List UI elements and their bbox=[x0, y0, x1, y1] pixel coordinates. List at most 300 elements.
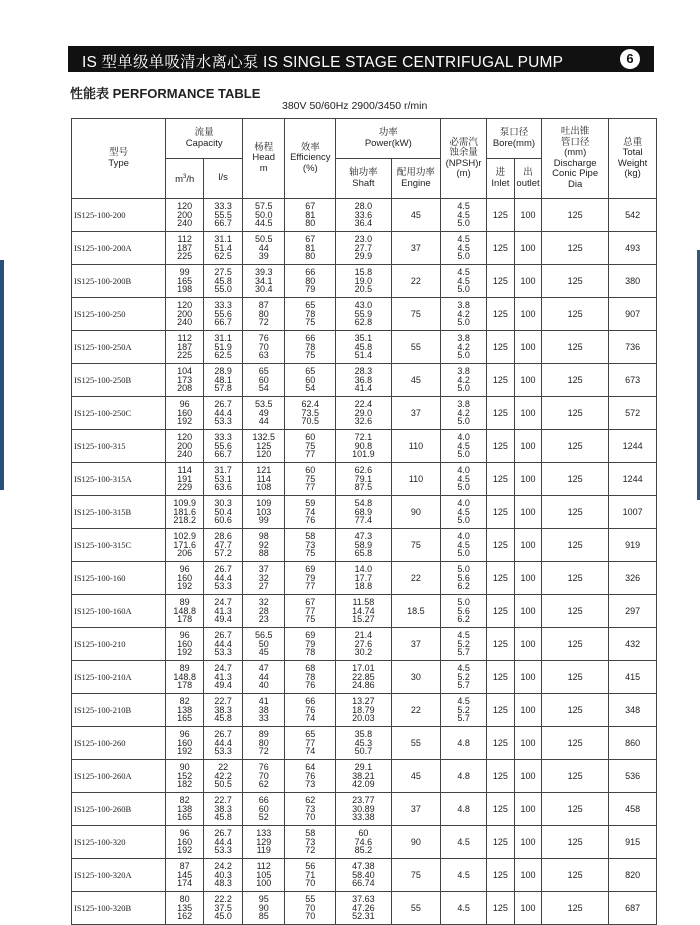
cell-discharge-dia: 125 bbox=[542, 562, 609, 595]
cell-outlet: 100 bbox=[514, 562, 541, 595]
cell-weight: 348 bbox=[609, 694, 657, 727]
cell-weight: 915 bbox=[609, 826, 657, 859]
cell-engine-power: 22 bbox=[391, 265, 441, 298]
table-row bbox=[72, 199, 657, 232]
cell-efficiency: 56 71 70 bbox=[285, 859, 336, 892]
cell-efficiency: 67 81 80 bbox=[285, 199, 336, 232]
cell-capacity-m3h: 80 135 162 bbox=[166, 892, 204, 925]
cell-outlet: 100 bbox=[514, 298, 541, 331]
cell-engine-power: 18.5 bbox=[391, 595, 441, 628]
cell-discharge-dia: 125 bbox=[542, 727, 609, 760]
cell-efficiency: 66 78 75 bbox=[285, 331, 336, 364]
table-row bbox=[72, 892, 657, 925]
page-title: IS 型单级单吸清水离心泵 IS SINGLE STAGE CENTRIFUGAL PUMP bbox=[82, 54, 564, 71]
cell-discharge-dia: 125 bbox=[542, 595, 609, 628]
cell-weight: 673 bbox=[609, 364, 657, 397]
cell-discharge-dia: 125 bbox=[542, 496, 609, 529]
cell-efficiency: 60 75 77 bbox=[285, 463, 336, 496]
cell-inlet: 125 bbox=[486, 892, 514, 925]
cell-engine-power: 45 bbox=[391, 364, 441, 397]
cell-efficiency: 58 73 75 bbox=[285, 529, 336, 562]
cell-efficiency: 65 78 75 bbox=[285, 298, 336, 331]
cell-inlet: 125 bbox=[486, 364, 514, 397]
cell-discharge-dia: 125 bbox=[542, 892, 609, 925]
cell-inlet: 125 bbox=[486, 826, 514, 859]
table-row bbox=[72, 463, 657, 496]
cell-type: IS125-100-250A bbox=[72, 331, 166, 364]
cell-shaft-power: 21.4 27.6 30.2 bbox=[336, 628, 391, 661]
cell-npsh: 4.8 bbox=[441, 793, 486, 826]
cell-engine-power: 22 bbox=[391, 562, 441, 595]
table-row bbox=[72, 364, 657, 397]
cell-npsh: 5.0 5.6 6.2 bbox=[441, 595, 486, 628]
cell-type: IS125-100-315A bbox=[72, 463, 166, 496]
cell-inlet: 125 bbox=[486, 232, 514, 265]
cell-capacity-m3h: 120 200 240 bbox=[166, 430, 204, 463]
cell-discharge-dia: 125 bbox=[542, 199, 609, 232]
cell-outlet: 100 bbox=[514, 760, 541, 793]
header-bar bbox=[68, 46, 654, 72]
table-row bbox=[72, 628, 657, 661]
cell-shaft-power: 28.0 33.6 36.4 bbox=[336, 199, 391, 232]
cell-npsh: 4.0 4.5 5.0 bbox=[441, 430, 486, 463]
cell-weight: 297 bbox=[609, 595, 657, 628]
cell-shaft-power: 23.0 27.7 29.9 bbox=[336, 232, 391, 265]
performance-table bbox=[71, 118, 657, 925]
cell-engine-power: 75 bbox=[391, 859, 441, 892]
cell-inlet: 125 bbox=[486, 727, 514, 760]
cell-capacity-ls: 28.9 48.1 57.8 bbox=[204, 364, 243, 397]
cell-type: IS125-100-260B bbox=[72, 793, 166, 826]
cell-type: IS125-100-320B bbox=[72, 892, 166, 925]
header-total-weight: 总重 Total Weight (kg) bbox=[609, 119, 657, 199]
cell-type: IS125-100-200 bbox=[72, 199, 166, 232]
cell-shaft-power: 37.63 47.26 52.31 bbox=[336, 892, 391, 925]
cell-weight: 536 bbox=[609, 760, 657, 793]
cell-shaft-power: 62.6 79.1 87.5 bbox=[336, 463, 391, 496]
cell-efficiency: 64 76 73 bbox=[285, 760, 336, 793]
cell-discharge-dia: 125 bbox=[542, 232, 609, 265]
cell-capacity-ls: 22.7 38.3 45.8 bbox=[204, 793, 243, 826]
cell-shaft-power: 28.3 36.8 41.4 bbox=[336, 364, 391, 397]
cell-head: 50.5 44 39 bbox=[243, 232, 285, 265]
header-type: 型号 Type bbox=[72, 119, 166, 199]
cell-capacity-m3h: 104 173 208 bbox=[166, 364, 204, 397]
cell-capacity-m3h: 89 148.8 178 bbox=[166, 661, 204, 694]
header-inlet: 进 Inlet bbox=[486, 159, 514, 199]
cell-npsh: 4.0 4.5 5.0 bbox=[441, 496, 486, 529]
cell-capacity-ls: 33.3 55.6 66.7 bbox=[204, 430, 243, 463]
cell-outlet: 100 bbox=[514, 199, 541, 232]
table-row bbox=[72, 331, 657, 364]
cell-discharge-dia: 125 bbox=[542, 793, 609, 826]
cell-type: IS125-100-260 bbox=[72, 727, 166, 760]
cell-npsh: 4.5 bbox=[441, 826, 486, 859]
table-row bbox=[72, 760, 657, 793]
cell-type: IS125-100-210 bbox=[72, 628, 166, 661]
cell-type: IS125-100-200B bbox=[72, 265, 166, 298]
cell-discharge-dia: 125 bbox=[542, 265, 609, 298]
cell-capacity-ls: 26.7 44.4 53.3 bbox=[204, 628, 243, 661]
cell-engine-power: 37 bbox=[391, 397, 441, 430]
cell-efficiency: 60 75 77 bbox=[285, 430, 336, 463]
cell-weight: 907 bbox=[609, 298, 657, 331]
cell-shaft-power: 60 74.6 85.2 bbox=[336, 826, 391, 859]
cell-efficiency: 68 78 76 bbox=[285, 661, 336, 694]
cell-discharge-dia: 125 bbox=[542, 826, 609, 859]
cell-capacity-ls: 31.1 51.4 62.5 bbox=[204, 232, 243, 265]
table-row bbox=[72, 793, 657, 826]
cell-discharge-dia: 125 bbox=[542, 463, 609, 496]
cell-outlet: 100 bbox=[514, 826, 541, 859]
cell-head: 39.3 34.1 30.4 bbox=[243, 265, 285, 298]
cell-discharge-dia: 125 bbox=[542, 661, 609, 694]
cell-inlet: 125 bbox=[486, 694, 514, 727]
cell-capacity-m3h: 102.9 171.6 206 bbox=[166, 529, 204, 562]
cell-npsh: 3.8 4.2 5.0 bbox=[441, 364, 486, 397]
table-row bbox=[72, 826, 657, 859]
cell-weight: 326 bbox=[609, 562, 657, 595]
cell-capacity-ls: 26.7 44.4 53.3 bbox=[204, 562, 243, 595]
header-capacity-ls: l/s bbox=[204, 159, 243, 199]
cell-head: 37 32 27 bbox=[243, 562, 285, 595]
cell-weight: 1007 bbox=[609, 496, 657, 529]
cell-head: 56.5 50 45 bbox=[243, 628, 285, 661]
cell-outlet: 100 bbox=[514, 628, 541, 661]
cell-head: 89 80 72 bbox=[243, 727, 285, 760]
cell-inlet: 125 bbox=[486, 661, 514, 694]
cell-head: 95 90 85 bbox=[243, 892, 285, 925]
cell-head: 98 92 88 bbox=[243, 529, 285, 562]
cell-discharge-dia: 125 bbox=[542, 397, 609, 430]
cell-head: 66 60 52 bbox=[243, 793, 285, 826]
table-row bbox=[72, 595, 657, 628]
cell-discharge-dia: 125 bbox=[542, 859, 609, 892]
cell-shaft-power: 35.8 45.3 50.7 bbox=[336, 727, 391, 760]
cell-capacity-ls: 26.7 44.4 53.3 bbox=[204, 826, 243, 859]
cell-shaft-power: 22.4 29.0 32.6 bbox=[336, 397, 391, 430]
cell-capacity-ls: 26.7 44.4 53.3 bbox=[204, 727, 243, 760]
cell-outlet: 100 bbox=[514, 232, 541, 265]
cell-shaft-power: 15.8 19.0 20.5 bbox=[336, 265, 391, 298]
cell-head: 76 70 62 bbox=[243, 760, 285, 793]
cell-capacity-m3h: 99 165 198 bbox=[166, 265, 204, 298]
cell-engine-power: 30 bbox=[391, 661, 441, 694]
page-number-badge: 6 bbox=[620, 49, 640, 69]
cell-npsh: 4.5 5.2 5.7 bbox=[441, 628, 486, 661]
table-row bbox=[72, 694, 657, 727]
cell-capacity-ls: 28.6 47.7 57.2 bbox=[204, 529, 243, 562]
cell-npsh: 4.5 4.5 5.0 bbox=[441, 232, 486, 265]
performance-table-wrap bbox=[71, 118, 657, 925]
cell-weight: 415 bbox=[609, 661, 657, 694]
cell-efficiency: 66 80 79 bbox=[285, 265, 336, 298]
cell-efficiency: 62 73 70 bbox=[285, 793, 336, 826]
cell-outlet: 100 bbox=[514, 727, 541, 760]
header-outlet: 出 outlet bbox=[514, 159, 541, 199]
cell-type: IS125-100-250 bbox=[72, 298, 166, 331]
header-capacity: 流量 Capacity bbox=[166, 119, 243, 159]
section-title: 性能表 PERFORMANCE TABLE bbox=[70, 86, 261, 101]
cell-type: IS125-100-320A bbox=[72, 859, 166, 892]
cell-capacity-m3h: 96 160 192 bbox=[166, 397, 204, 430]
cell-discharge-dia: 125 bbox=[542, 364, 609, 397]
cell-engine-power: 110 bbox=[391, 463, 441, 496]
cell-engine-power: 22 bbox=[391, 694, 441, 727]
cell-head: 112 105 100 bbox=[243, 859, 285, 892]
cell-capacity-m3h: 96 160 192 bbox=[166, 826, 204, 859]
cell-discharge-dia: 125 bbox=[542, 694, 609, 727]
cell-weight: 458 bbox=[609, 793, 657, 826]
cell-efficiency: 62.4 73.5 70.5 bbox=[285, 397, 336, 430]
cell-outlet: 100 bbox=[514, 496, 541, 529]
header-discharge-dia: 吐出锥 管口径 (mm) Discharge Conic Pipe Dia bbox=[542, 119, 609, 199]
cell-weight: 860 bbox=[609, 727, 657, 760]
left-edge-strip bbox=[0, 260, 4, 490]
header-npsh: 必需汽 蚀余量 (NPSH)r (m) bbox=[441, 119, 486, 199]
cell-weight: 380 bbox=[609, 265, 657, 298]
cell-engine-power: 55 bbox=[391, 331, 441, 364]
cell-head: 87 80 72 bbox=[243, 298, 285, 331]
cell-type: IS125-100-315 bbox=[72, 430, 166, 463]
cell-capacity-m3h: 87 145 174 bbox=[166, 859, 204, 892]
cell-inlet: 125 bbox=[486, 397, 514, 430]
cell-type: IS125-100-210B bbox=[72, 694, 166, 727]
cell-type: IS125-100-250C bbox=[72, 397, 166, 430]
cell-discharge-dia: 125 bbox=[542, 760, 609, 793]
table-row bbox=[72, 430, 657, 463]
cell-capacity-m3h: 109.9 181.6 218.2 bbox=[166, 496, 204, 529]
cell-engine-power: 90 bbox=[391, 496, 441, 529]
header-power: 功率 Power(kW) bbox=[336, 119, 441, 159]
cell-engine-power: 37 bbox=[391, 232, 441, 265]
cell-inlet: 125 bbox=[486, 562, 514, 595]
cell-shaft-power: 11.58 14.74 15.27 bbox=[336, 595, 391, 628]
cell-discharge-dia: 125 bbox=[542, 298, 609, 331]
cell-inlet: 125 bbox=[486, 529, 514, 562]
cell-capacity-m3h: 82 138 165 bbox=[166, 793, 204, 826]
cell-shaft-power: 23.77 30.89 33.38 bbox=[336, 793, 391, 826]
table-row bbox=[72, 562, 657, 595]
cell-outlet: 100 bbox=[514, 331, 541, 364]
cell-engine-power: 55 bbox=[391, 727, 441, 760]
cell-shaft-power: 14.0 17.7 18.8 bbox=[336, 562, 391, 595]
cell-efficiency: 58 73 72 bbox=[285, 826, 336, 859]
cell-efficiency: 65 60 54 bbox=[285, 364, 336, 397]
table-row bbox=[72, 496, 657, 529]
cell-head: 121 114 108 bbox=[243, 463, 285, 496]
cell-head: 53.5 49 44 bbox=[243, 397, 285, 430]
cell-capacity-m3h: 114 191 229 bbox=[166, 463, 204, 496]
cell-shaft-power: 47.3 58.9 65.8 bbox=[336, 529, 391, 562]
cell-inlet: 125 bbox=[486, 199, 514, 232]
cell-efficiency: 69 79 78 bbox=[285, 628, 336, 661]
cell-engine-power: 45 bbox=[391, 199, 441, 232]
cell-outlet: 100 bbox=[514, 694, 541, 727]
cell-npsh: 4.8 bbox=[441, 727, 486, 760]
cell-capacity-ls: 27.5 45.8 55.0 bbox=[204, 265, 243, 298]
cell-outlet: 100 bbox=[514, 397, 541, 430]
cell-npsh: 4.5 5.2 5.7 bbox=[441, 661, 486, 694]
cell-outlet: 100 bbox=[514, 595, 541, 628]
cell-outlet: 100 bbox=[514, 463, 541, 496]
cell-shaft-power: 72.1 90.8 101.9 bbox=[336, 430, 391, 463]
cell-inlet: 125 bbox=[486, 430, 514, 463]
cell-shaft-power: 29.1 38.21 42.09 bbox=[336, 760, 391, 793]
cell-head: 32 28 23 bbox=[243, 595, 285, 628]
cell-capacity-ls: 24.2 40.3 48.3 bbox=[204, 859, 243, 892]
cell-type: IS125-100-315B bbox=[72, 496, 166, 529]
cell-discharge-dia: 125 bbox=[542, 331, 609, 364]
cell-discharge-dia: 125 bbox=[542, 529, 609, 562]
cell-shaft-power: 54.8 68.9 77.4 bbox=[336, 496, 391, 529]
cell-npsh: 3.8 4.2 5.0 bbox=[441, 331, 486, 364]
table-row bbox=[72, 232, 657, 265]
header-engine-power: 配用功率 Engine bbox=[391, 159, 441, 199]
cell-head: 76 70 63 bbox=[243, 331, 285, 364]
cell-npsh: 4.5 4.5 5.0 bbox=[441, 199, 486, 232]
cell-capacity-ls: 22.2 37.5 45.0 bbox=[204, 892, 243, 925]
cell-npsh: 4.8 bbox=[441, 760, 486, 793]
cell-type: IS125-100-210A bbox=[72, 661, 166, 694]
cell-weight: 542 bbox=[609, 199, 657, 232]
header-bore: 泵口径 Bore(mm) bbox=[486, 119, 541, 159]
cell-npsh: 4.5 5.2 5.7 bbox=[441, 694, 486, 727]
cell-inlet: 125 bbox=[486, 331, 514, 364]
cell-npsh: 4.0 4.5 5.0 bbox=[441, 463, 486, 496]
cell-head: 65 60 54 bbox=[243, 364, 285, 397]
cell-inlet: 125 bbox=[486, 760, 514, 793]
cell-weight: 493 bbox=[609, 232, 657, 265]
cell-efficiency: 59 74 76 bbox=[285, 496, 336, 529]
cell-npsh: 3.8 4.2 5.0 bbox=[441, 298, 486, 331]
cell-npsh: 4.0 4.5 5.0 bbox=[441, 529, 486, 562]
cell-head: 57.5 50.0 44.5 bbox=[243, 199, 285, 232]
cell-type: IS125-100-250B bbox=[72, 364, 166, 397]
cell-npsh: 3.8 4.2 5.0 bbox=[441, 397, 486, 430]
cell-head: 133 129 119 bbox=[243, 826, 285, 859]
cell-inlet: 125 bbox=[486, 496, 514, 529]
cell-type: IS125-100-160A bbox=[72, 595, 166, 628]
cell-head: 47 44 40 bbox=[243, 661, 285, 694]
cell-inlet: 125 bbox=[486, 463, 514, 496]
header-capacity-m3h: $m^3/h$ bbox=[166, 159, 204, 199]
cell-outlet: 100 bbox=[514, 661, 541, 694]
cell-npsh: 5.0 5.6 6.2 bbox=[441, 562, 486, 595]
cell-head: 109 103 99 bbox=[243, 496, 285, 529]
cell-efficiency: 55 70 70 bbox=[285, 892, 336, 925]
cell-efficiency: 67 81 80 bbox=[285, 232, 336, 265]
header-shaft-power: 轴功率 Shaft bbox=[336, 159, 391, 199]
cell-inlet: 125 bbox=[486, 628, 514, 661]
cell-type: IS125-100-320 bbox=[72, 826, 166, 859]
cell-discharge-dia: 125 bbox=[542, 430, 609, 463]
cell-engine-power: 110 bbox=[391, 430, 441, 463]
cell-npsh: 4.5 4.5 5.0 bbox=[441, 265, 486, 298]
cell-efficiency: 69 79 77 bbox=[285, 562, 336, 595]
cell-outlet: 100 bbox=[514, 529, 541, 562]
cell-outlet: 100 bbox=[514, 364, 541, 397]
cell-engine-power: 37 bbox=[391, 628, 441, 661]
cell-head: 41 38 33 bbox=[243, 694, 285, 727]
cell-outlet: 100 bbox=[514, 892, 541, 925]
cell-outlet: 100 bbox=[514, 793, 541, 826]
table-row bbox=[72, 727, 657, 760]
cell-capacity-ls: 33.3 55.5 66.7 bbox=[204, 199, 243, 232]
table-row bbox=[72, 397, 657, 430]
cell-npsh: 4.5 bbox=[441, 859, 486, 892]
cell-engine-power: 75 bbox=[391, 298, 441, 331]
cell-inlet: 125 bbox=[486, 793, 514, 826]
cell-engine-power: 55 bbox=[391, 892, 441, 925]
header-head: 杨程 Head m bbox=[243, 119, 285, 199]
cell-capacity-ls: 22 42.2 50.5 bbox=[204, 760, 243, 793]
table-row bbox=[72, 661, 657, 694]
cell-weight: 432 bbox=[609, 628, 657, 661]
performance-table-body bbox=[72, 199, 657, 925]
cell-capacity-m3h: 112 187 225 bbox=[166, 331, 204, 364]
cell-engine-power: 75 bbox=[391, 529, 441, 562]
cell-weight: 687 bbox=[609, 892, 657, 925]
table-row bbox=[72, 529, 657, 562]
cell-efficiency: 67 77 75 bbox=[285, 595, 336, 628]
cell-type: IS125-100-200A bbox=[72, 232, 166, 265]
cell-outlet: 100 bbox=[514, 859, 541, 892]
cell-capacity-ls: 22.7 38.3 45.8 bbox=[204, 694, 243, 727]
cell-weight: 572 bbox=[609, 397, 657, 430]
table-row bbox=[72, 859, 657, 892]
cell-weight: 820 bbox=[609, 859, 657, 892]
cell-weight: 919 bbox=[609, 529, 657, 562]
cell-capacity-ls: 31.7 53.1 63.6 bbox=[204, 463, 243, 496]
cell-type: IS125-100-160 bbox=[72, 562, 166, 595]
cell-inlet: 125 bbox=[486, 595, 514, 628]
cell-capacity-m3h: 120 200 240 bbox=[166, 298, 204, 331]
cell-efficiency: 65 77 74 bbox=[285, 727, 336, 760]
cell-shaft-power: 43.0 55.9 62.8 bbox=[336, 298, 391, 331]
cell-engine-power: 90 bbox=[391, 826, 441, 859]
cell-capacity-m3h: 96 160 192 bbox=[166, 727, 204, 760]
cell-type: IS125-100-260A bbox=[72, 760, 166, 793]
cell-head: 132.5 125 120 bbox=[243, 430, 285, 463]
cell-engine-power: 37 bbox=[391, 793, 441, 826]
cell-capacity-m3h: 112 187 225 bbox=[166, 232, 204, 265]
cell-capacity-m3h: 90 152 182 bbox=[166, 760, 204, 793]
cell-type: IS125-100-315C bbox=[72, 529, 166, 562]
cell-capacity-ls: 24.7 41.3 49.4 bbox=[204, 595, 243, 628]
cell-shaft-power: 17.01 22.85 24.86 bbox=[336, 661, 391, 694]
cell-discharge-dia: 125 bbox=[542, 628, 609, 661]
cell-shaft-power: 47.38 58.40 66.74 bbox=[336, 859, 391, 892]
cell-capacity-m3h: 96 160 192 bbox=[166, 628, 204, 661]
cell-npsh: 4.5 bbox=[441, 892, 486, 925]
cell-capacity-ls: 31.1 51.9 62.5 bbox=[204, 331, 243, 364]
cell-capacity-m3h: 89 148.8 178 bbox=[166, 595, 204, 628]
voltage-speed-subtitle: 380V 50/60Hz 2900/3450 r/min bbox=[282, 100, 428, 112]
cell-capacity-ls: 24.7 41.3 49.4 bbox=[204, 661, 243, 694]
cell-inlet: 125 bbox=[486, 298, 514, 331]
table-row bbox=[72, 298, 657, 331]
cell-efficiency: 66 76 74 bbox=[285, 694, 336, 727]
cell-capacity-m3h: 96 160 192 bbox=[166, 562, 204, 595]
cell-weight: 736 bbox=[609, 331, 657, 364]
cell-capacity-ls: 26.7 44.4 53.3 bbox=[204, 397, 243, 430]
cell-shaft-power: 13.27 18.79 20.03 bbox=[336, 694, 391, 727]
cell-capacity-m3h: 120 200 240 bbox=[166, 199, 204, 232]
cell-capacity-ls: 30.3 50.4 60.6 bbox=[204, 496, 243, 529]
cell-engine-power: 45 bbox=[391, 760, 441, 793]
cell-outlet: 100 bbox=[514, 265, 541, 298]
